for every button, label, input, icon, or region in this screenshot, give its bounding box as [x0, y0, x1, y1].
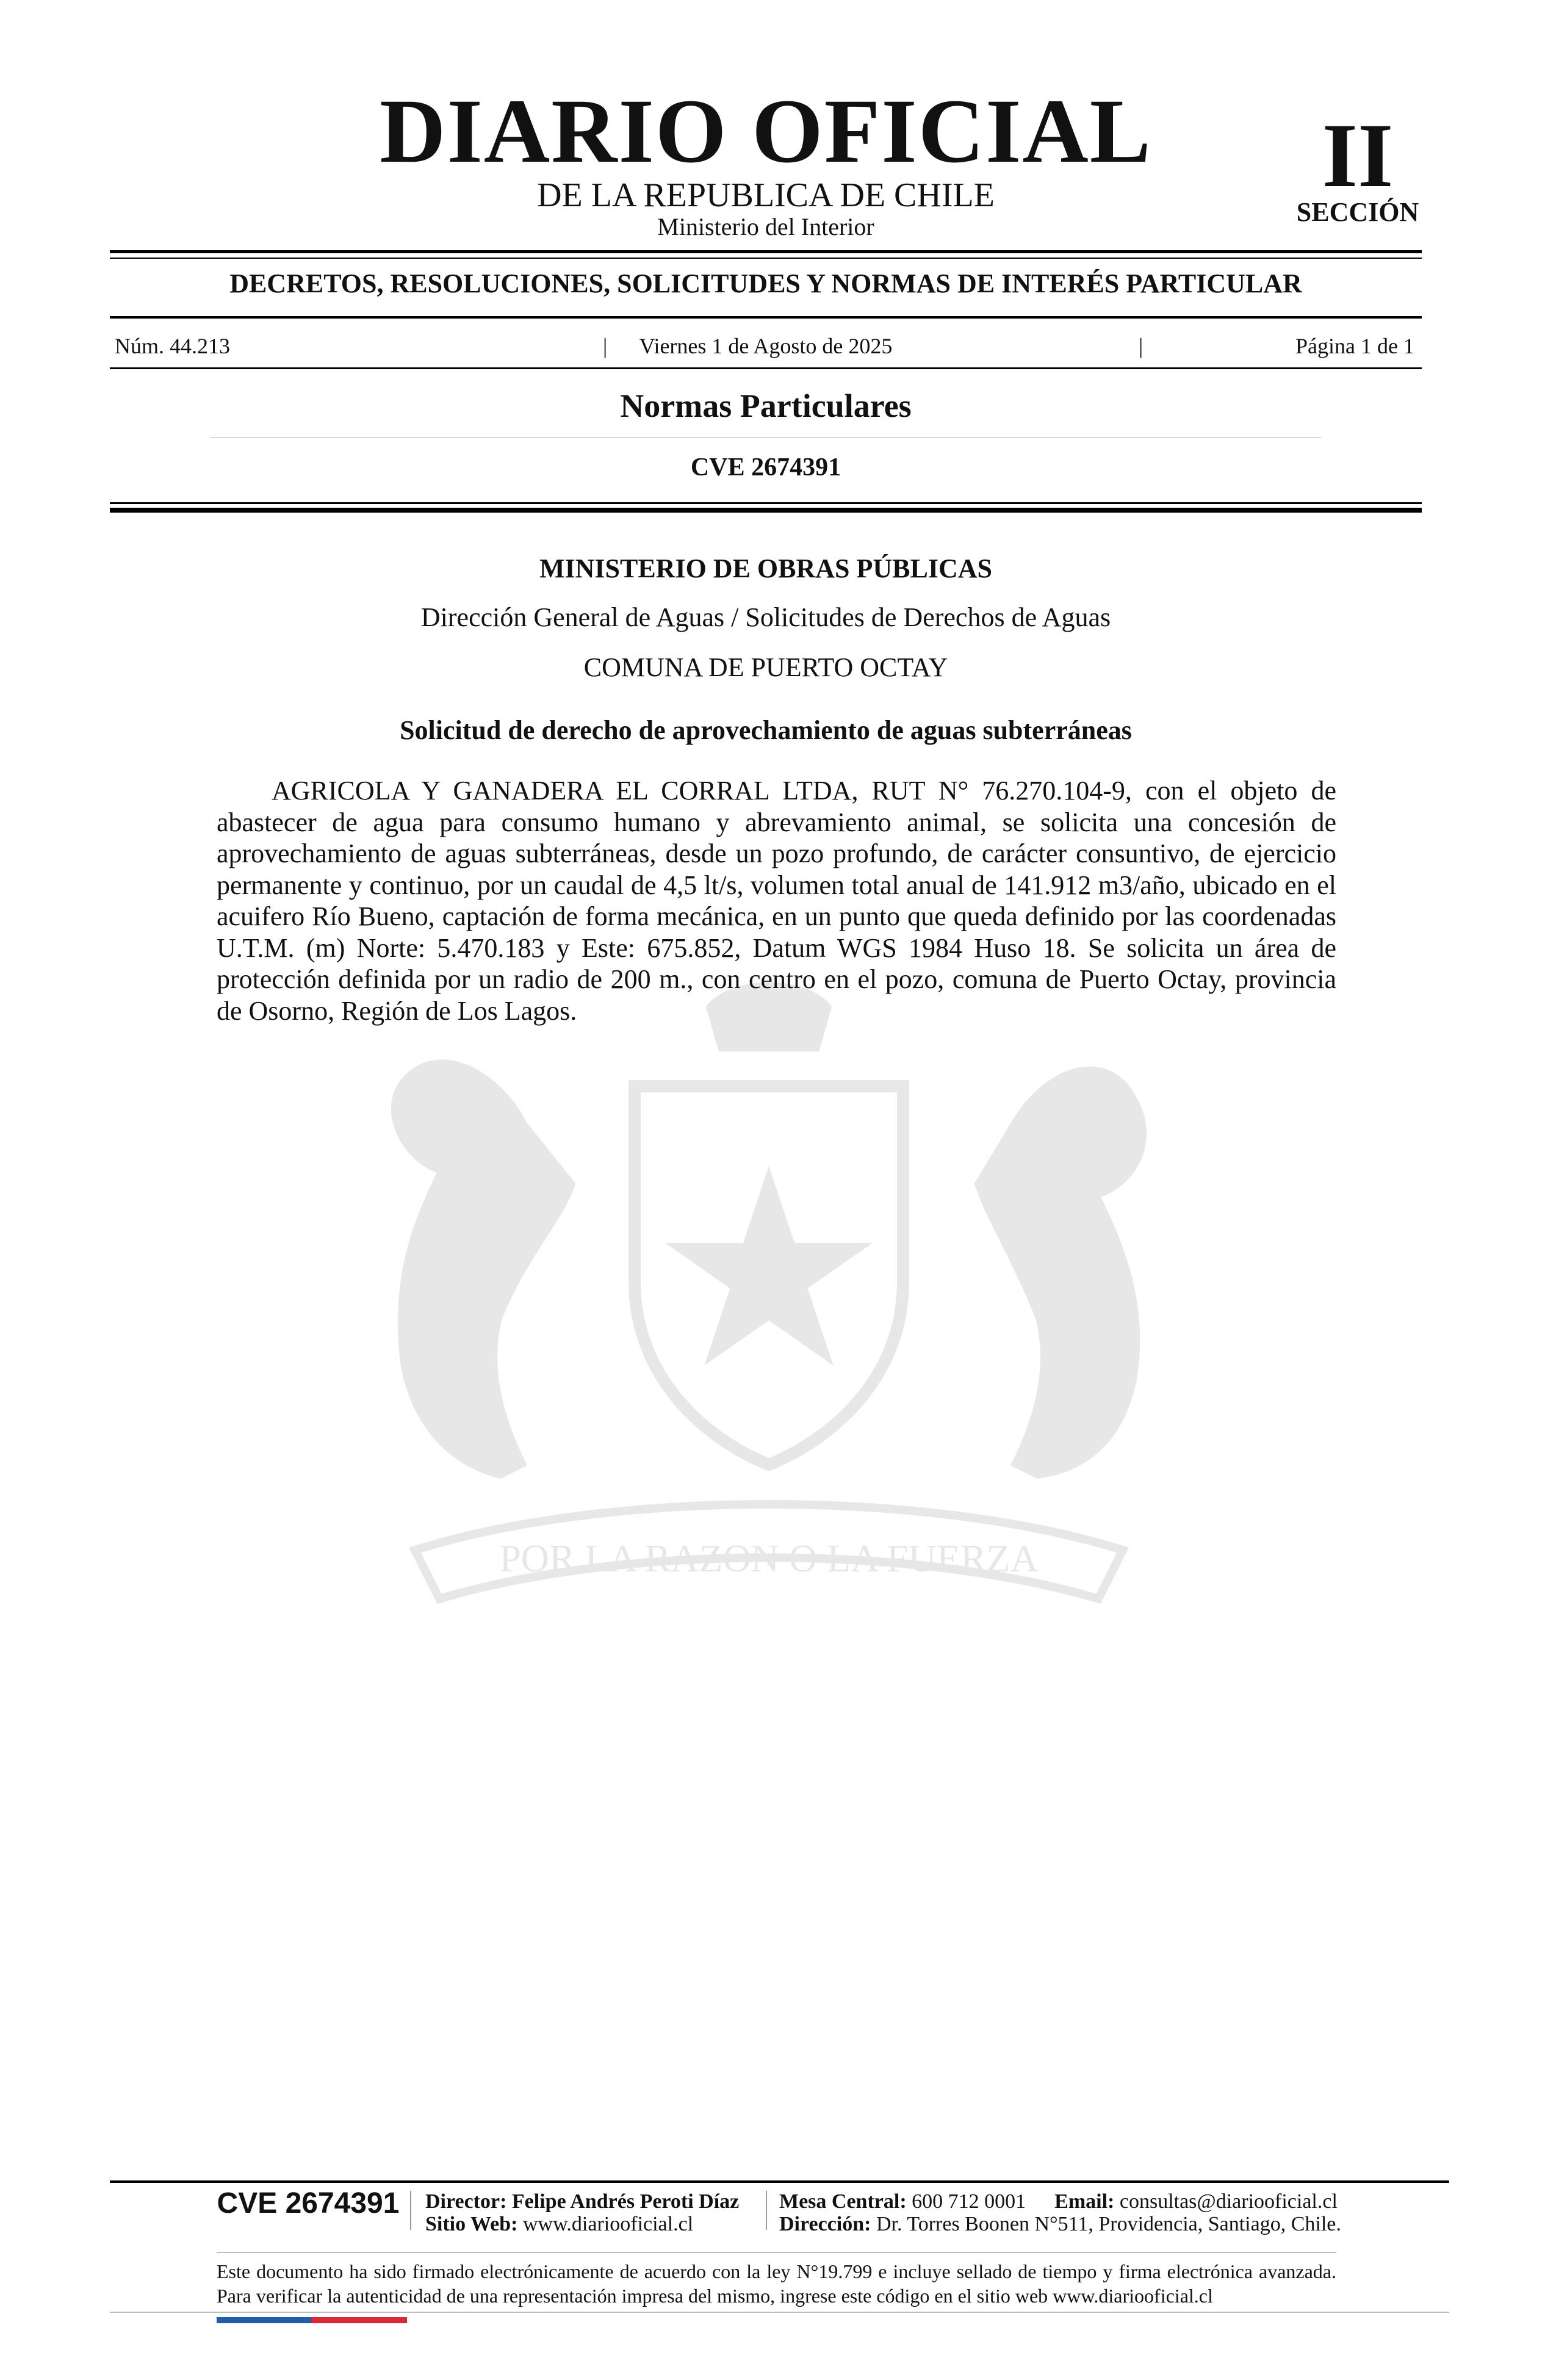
footer-flag-blue-bar — [217, 2317, 311, 2323]
footer-address-value: Dr. Torres Boonen N°511, Providencia, Santiago, Chile. — [876, 2213, 1341, 2235]
footer-director-label: Director: — [425, 2190, 507, 2213]
ministry-name: MINISTERIO DE OBRAS PÚBLICAS — [539, 554, 993, 583]
masthead-ministry: Ministerio del Interior — [657, 213, 874, 240]
masthead-subtitle: DE LA REPUBLICA DE CHILE — [537, 176, 995, 214]
footer-website — [425, 2212, 693, 2237]
watermark-motto: POR LA RAZON O LA FUERZA — [499, 1537, 1039, 1580]
notice-body: AGRICOLA Y GANADERA EL CORRAL LTDA, RUT N° 76.270.104-9, con el objeto de abastecer de agua para consumo humano y abrevamiento animal, se solicita una concesión de aprovechamiento de aguas subterráneas, desde un pozo profundo, de carácter consuntivo, de ejercicio permanente y continuo, por un caudal de 4,5 lt/s, volumen total anual de 141.912 m3/año, ubicado en el acuifero Río Bueno, captación de forma mecánica, en un punto que queda definido por las coordenadas U.T.M. (m) Norte: 5.470.183 y Este: 675.852, Datum WGS 1984 Huso 18. Se solicita un área de protección definida por un radio de 200 m., con centro en el pozo, comuna de Puerto Octay, provincia de Osorno, Región de Los Lagos. — [217, 776, 1336, 1026]
issue-row — [110, 333, 1422, 359]
issue-number: Núm. 44.213 — [115, 334, 230, 358]
commune-name: COMUNA DE PUERTO OCTAY — [583, 652, 948, 682]
section-label: SECCIÓN — [1296, 197, 1419, 227]
footer-email-label: Email: — [1054, 2190, 1115, 2213]
section-numeral: II — [1322, 105, 1394, 206]
issue-separator: | — [1139, 334, 1144, 358]
issue-date: Viernes 1 de Agosto de 2025 — [639, 334, 893, 358]
directorate-name: Dirección General de Aguas / Solicitudes de Derechos de Aguas — [420, 602, 1111, 632]
coat-of-arms-watermark — [183, 940, 1342, 1672]
footer-email-link[interactable]: consultas@diariooficial.cl — [1119, 2190, 1338, 2213]
masthead-rule-thin — [110, 258, 1422, 259]
category-band: DECRETOS, RESOLUCIONES, SOLICITUDES Y NORMAS DE INTERÉS PARTICULAR — [229, 269, 1302, 298]
section-heading: Normas Particulares — [620, 388, 912, 424]
footer-website-label: Sitio Web: — [425, 2213, 518, 2235]
footer-phone-value: 600 712 0001 — [912, 2190, 1026, 2213]
request-title: Solicitud de derecho de aprovechamiento de aguas subterráneas — [400, 715, 1132, 745]
category-rule — [110, 316, 1422, 319]
footer-website-link[interactable]: www.diariooficial.cl — [522, 2213, 694, 2235]
section-divider — [211, 437, 1321, 438]
footer-rule-mid — [217, 2252, 1336, 2253]
issue-separator: | — [603, 334, 608, 358]
issue-rule — [110, 367, 1422, 369]
issue-page-count: Página 1 de 1 — [1295, 334, 1414, 358]
footer-contact — [779, 2190, 1338, 2214]
footer-director-value: Felipe Andrés Peroti Díaz — [511, 2190, 740, 2213]
footer-address — [779, 2212, 1341, 2237]
footer-rule-top — [110, 2180, 1449, 2183]
footer-divider — [410, 2191, 411, 2230]
masthead-rule-thick — [110, 250, 1422, 253]
footer-director — [425, 2190, 739, 2214]
footer-phone-label: Mesa Central: — [779, 2190, 907, 2213]
footer-rule-bottom — [110, 2312, 1449, 2313]
cve-rule-thick — [110, 508, 1422, 513]
footer-address-label: Dirección: — [779, 2213, 871, 2235]
footer-cve-code: CVE 2674391 — [217, 2187, 400, 2220]
cve-code: CVE 2674391 — [690, 453, 841, 481]
footer-verification-note: Este documento ha sido firmado electrónicamente de acuerdo con la ley N°19.799 e incluye sellado de tiempo y firma electrónica avanzada. Para verificar la autenticidad de una representación impresa del mismo, ingrese este código en el sitio web www.diariooficial.cl — [217, 2260, 1336, 2307]
cve-rule-thin — [110, 502, 1422, 504]
footer-divider — [766, 2191, 767, 2230]
footer-flag-red-bar — [311, 2317, 407, 2323]
masthead-title: DIARIO OFICIAL — [380, 81, 1152, 182]
